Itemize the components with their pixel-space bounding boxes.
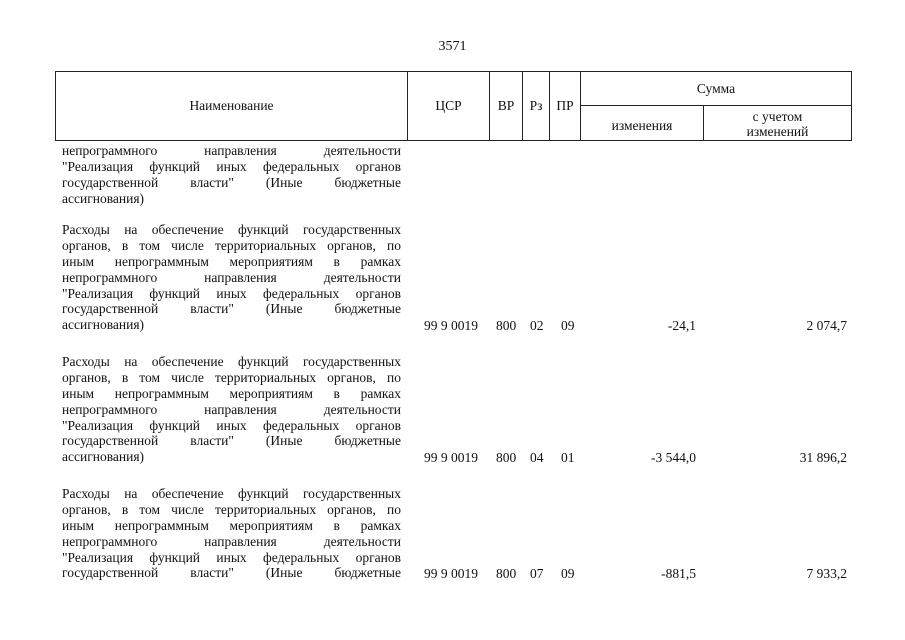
row-1-line-0: Расходы на обеспечение функций государственных xyxy=(62,222,401,237)
row-3-line-4: "Реализация функций иных федеральных органов xyxy=(62,549,401,565)
row-1-change: -24,1 xyxy=(667,318,696,333)
header-name: Наименование xyxy=(189,98,274,113)
row-3-vr: 800 xyxy=(496,566,517,581)
row-1-pr: 09 xyxy=(561,318,575,333)
row-2-csr: 99 9 0019 xyxy=(424,450,478,465)
header-with-change xyxy=(704,109,851,139)
row-3-line-5: государственной власти" (Иные бюджетные xyxy=(62,565,401,581)
row-1-csr: 99 9 0019 xyxy=(424,318,478,333)
row-1-rz: 02 xyxy=(530,318,544,333)
header-with-change-line2: изменений xyxy=(746,124,809,139)
header-bottom-border xyxy=(55,140,852,141)
row-0-line-3: ассигнования) xyxy=(62,190,145,206)
row-3-name xyxy=(62,486,401,581)
row-0-line-2: государственной власти" (Иные бюджетные xyxy=(62,174,401,190)
sum-subheader-divider xyxy=(580,105,852,106)
row-1-line-1: органов, в том числе территориальных органов, по xyxy=(62,237,401,253)
header-pr: ПР xyxy=(556,98,574,113)
row-2-line-4: "Реализация функций иных федеральных органов xyxy=(62,417,401,433)
page-number: 3571 xyxy=(438,39,467,54)
header-sum: Сумма xyxy=(696,81,736,96)
row-1-line-6: ассигнования) xyxy=(62,317,145,333)
row-1-line-3: непрограммного направления деятельности xyxy=(62,269,401,285)
row-2-rz: 04 xyxy=(530,450,544,465)
row-2-line-6: ассигнования) xyxy=(62,449,145,465)
row-2-change: -3 544,0 xyxy=(651,450,696,465)
header-rz: Рз xyxy=(529,98,543,113)
row-2-line-1: органов, в том числе территориальных органов, по xyxy=(62,369,401,385)
row-3-pr: 09 xyxy=(561,566,575,581)
row-0-line-1: "Реализация функций иных федеральных органов xyxy=(62,158,401,174)
row-3-line-2: иным непрограммным мероприятиям в рамках xyxy=(62,517,401,533)
header-with-change-line1: с учетом xyxy=(752,109,803,124)
row-2-name xyxy=(62,354,401,465)
row-1-line-4: "Реализация функций иных федеральных органов xyxy=(62,285,401,301)
row-1-line-5: государственной власти" (Иные бюджетные xyxy=(62,301,401,317)
row-1-name xyxy=(62,222,401,333)
row-1-vr: 800 xyxy=(496,318,517,333)
row-2-line-0: Расходы на обеспечение функций государственных xyxy=(62,354,401,369)
row-2-line-3: непрограммного направления деятельности xyxy=(62,401,401,417)
row-2-pr: 01 xyxy=(561,450,575,465)
row-3-line-3: непрограммного направления деятельности xyxy=(62,533,401,549)
row-2-line-2: иным непрограммным мероприятиям в рамках xyxy=(62,385,401,401)
row-3-line-0: Расходы на обеспечение функций государственных xyxy=(62,486,401,501)
row-3-csr: 99 9 0019 xyxy=(424,566,478,581)
row-3-total: 7 933,2 xyxy=(806,566,847,581)
row-3-rz: 07 xyxy=(530,566,544,581)
row-0-line-0: непрограммного направления деятельности xyxy=(62,143,401,158)
row-3-line-1: органов, в том числе территориальных органов, по xyxy=(62,501,401,517)
header-top-border xyxy=(55,71,852,72)
row-1-line-2: иным непрограммным мероприятиям в рамках xyxy=(62,253,401,269)
header-change: изменения xyxy=(611,118,673,133)
row-1-total: 2 074,7 xyxy=(806,318,847,333)
header-vr: ВР xyxy=(497,98,515,113)
row-2-vr: 800 xyxy=(496,450,517,465)
header-csr: ЦСР xyxy=(435,98,462,113)
row-2-line-5: государственной власти" (Иные бюджетные xyxy=(62,433,401,449)
row-3-change: -881,5 xyxy=(661,566,696,581)
row-0-name xyxy=(62,143,401,207)
header-right-border xyxy=(851,71,852,141)
row-2-total: 31 896,2 xyxy=(799,450,847,465)
